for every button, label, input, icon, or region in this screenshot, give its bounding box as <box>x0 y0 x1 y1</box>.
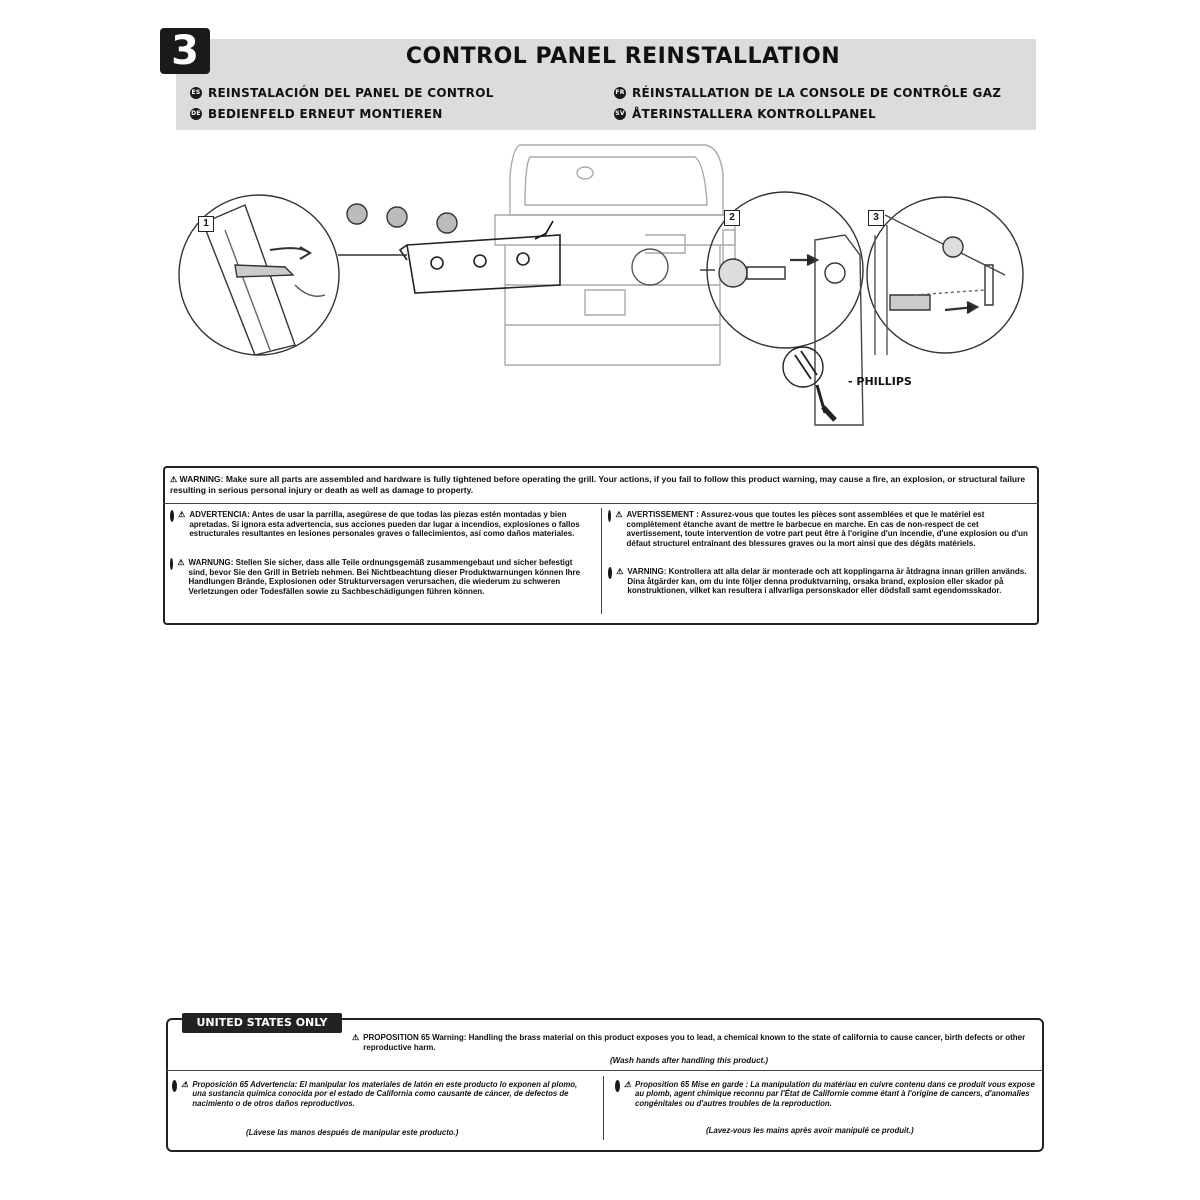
warning-column-divider <box>601 508 602 614</box>
step-number-badge: 3 <box>160 28 210 74</box>
warning-es-text: ADVERTENCIA: Antes de usar la parrilla, asegúrese de que todas las piezas estén montadas y bien apretadas. Si ignora esta advertencia, sus acciones pueden dar lugar a incendios, explosiones o fallos estructurales resultantes en lesiones personales graves o fallecimientos, así como daños materiales. <box>189 510 580 539</box>
warning-triangle-icon: ⚠ <box>352 1033 360 1042</box>
warning-main-text: WARNING: Make sure all parts are assembled and hardware is fully tightened before operating the grill. Your actions, if you fail to follow this product warning, may cause a fire, an explosion, or structural failure resulting in serious personal injury or death as well as damage to property. <box>170 474 1026 495</box>
warning-main <box>170 474 1030 496</box>
page-title: CONTROL PANEL REINSTALLATION <box>405 44 841 69</box>
es-flag-icon <box>170 510 174 522</box>
translation-sv <box>614 107 876 121</box>
translation-de <box>190 107 443 121</box>
translation-es-text: REINSTALACIÓN DEL PANEL DE CONTROL <box>208 86 494 100</box>
prop65-main <box>352 1033 1032 1053</box>
prop65-main-text: PROPOSITION 65 Warning: Handling the brass material on this product exposes you to lead, a chemical known to the state of california to cause cancer, birth defects or other reproductive harm. <box>363 1033 1026 1052</box>
control-panel-drawing <box>400 221 560 293</box>
translation-es <box>190 86 494 100</box>
translation-sv-text: ÅTERINSTALLERA KONTROLLPANEL <box>632 107 876 121</box>
warning-fr-text: AVERTISSEMENT : Assurez-vous que toutes les pièces sont assemblées et que le matériel est complètement étanche avant de mettre le barbecue en marche. En cas de non-respect de cet avertissement, toute intervention de votre part peut être à l'origine d'un incendie, d'une explosion ou d'un défaut structurel entraînant des blessures graves ou la mort ainsi que des dégâts matériels. <box>626 510 1028 548</box>
detail-circle-2 <box>707 192 863 425</box>
prop65-es-text: Proposición 65 Advertencia: El manipular los materiales de latón en este producto lo exponen al plomo, una sustancia química conocida por el estado de California como causante de cáncer, de defectos de nacimiento o de otros daños reproductivos. <box>192 1080 578 1108</box>
detail-number-2: 2 <box>724 210 740 226</box>
warning-triangle-icon: ⚠ <box>170 475 178 484</box>
prop65-fr <box>615 1080 1035 1108</box>
prop65-fr-text: Proposition 65 Mise en garde : La manipulation du matériau en cuivre contenu dans ce produit vous expose au plomb, agent chimique reconnu par l'État de Californie comme étant à l'origine de cancers, d'anomalies congénitales ou d'autres troubles de la reproduction. <box>635 1080 1035 1108</box>
translation-fr-text: RÉINSTALLATION DE LA CONSOLE DE CONTRÔLE GAZ <box>632 86 1002 100</box>
sv-flag-icon <box>608 567 612 579</box>
phillips-label: - PHILLIPS <box>848 375 912 388</box>
warning-divider <box>163 503 1039 504</box>
prop65-column-divider <box>603 1076 604 1140</box>
de-flag-icon <box>170 558 173 570</box>
grill-body-drawing <box>495 145 735 365</box>
prop65-es-wash: (Lávese las manos después de manipular este producto.) <box>246 1128 459 1137</box>
knob-icons <box>347 204 457 233</box>
fr-flag-icon <box>608 510 611 522</box>
warning-triangle-icon: ⚠ <box>178 510 186 519</box>
warning-triangle-icon: ⚠ <box>616 567 624 576</box>
translation-de-text: BEDIENFELD ERNEUT MONTIEREN <box>208 107 443 121</box>
screwdriver-drawing <box>783 347 835 420</box>
prop65-divider <box>166 1070 1044 1071</box>
prop65-wash-note: (Wash hands after handling this product.) <box>610 1056 769 1065</box>
warning-triangle-icon: ⚠ <box>623 1080 631 1089</box>
warning-fr <box>608 510 1033 548</box>
language-sv-icon: SV <box>614 108 626 120</box>
warning-es <box>170 510 590 539</box>
detail-circle-3 <box>867 197 1023 355</box>
fr-flag-icon <box>615 1080 620 1092</box>
detail-number-3: 3 <box>868 210 884 226</box>
prop65-fr-wash: (Lavez-vous les mains après avoir manipulé ce produit.) <box>706 1126 914 1135</box>
warning-triangle-icon: ⚠ <box>181 1080 189 1089</box>
language-es-icon: ES <box>190 87 202 99</box>
detail-number-1: 1 <box>198 216 214 232</box>
warning-sv-text: VARNING: Kontrollera att alla delar är monterade och att kopplingarna är åtdragna innan grillen används. Dina åtgärder kan, om du inte följer denna produktvarning, orsaka brand, explosion eller skador på konstruktionen, vilket kan resultera i allvarliga personskador eller dödsfall samt egendomsskador. <box>627 567 1027 596</box>
language-de-icon: DE <box>190 108 202 120</box>
warning-de-text: WARNUNG: Stellen Sie sicher, dass alle Teile ordnungsgemäß zusammengebaut und sicher befestigt sind, bevor Sie den Grill in Betrieb nehmen. Bei Nichtbeachtung dieser Produktwarnungen können Ihre Handlungen Brände, Explosionen oder Strukturversagen verursachen, die wiederum zu schweren Verletzungen oder Todesfällen sowie zu Sachbeschädigungen führen können. <box>188 558 581 596</box>
warning-triangle-icon: ⚠ <box>615 510 623 519</box>
grill-assembly-illustration <box>175 135 1035 435</box>
language-fr-icon: FR <box>614 87 626 99</box>
united-states-only-badge: UNITED STATES ONLY <box>182 1013 342 1033</box>
warning-triangle-icon: ⚠ <box>177 558 185 567</box>
callout-ring <box>632 249 668 285</box>
translation-fr <box>614 86 1001 100</box>
warning-de <box>170 558 590 596</box>
warning-sv <box>608 567 1033 596</box>
es-flag-icon <box>172 1080 177 1092</box>
prop65-es <box>172 1080 592 1108</box>
